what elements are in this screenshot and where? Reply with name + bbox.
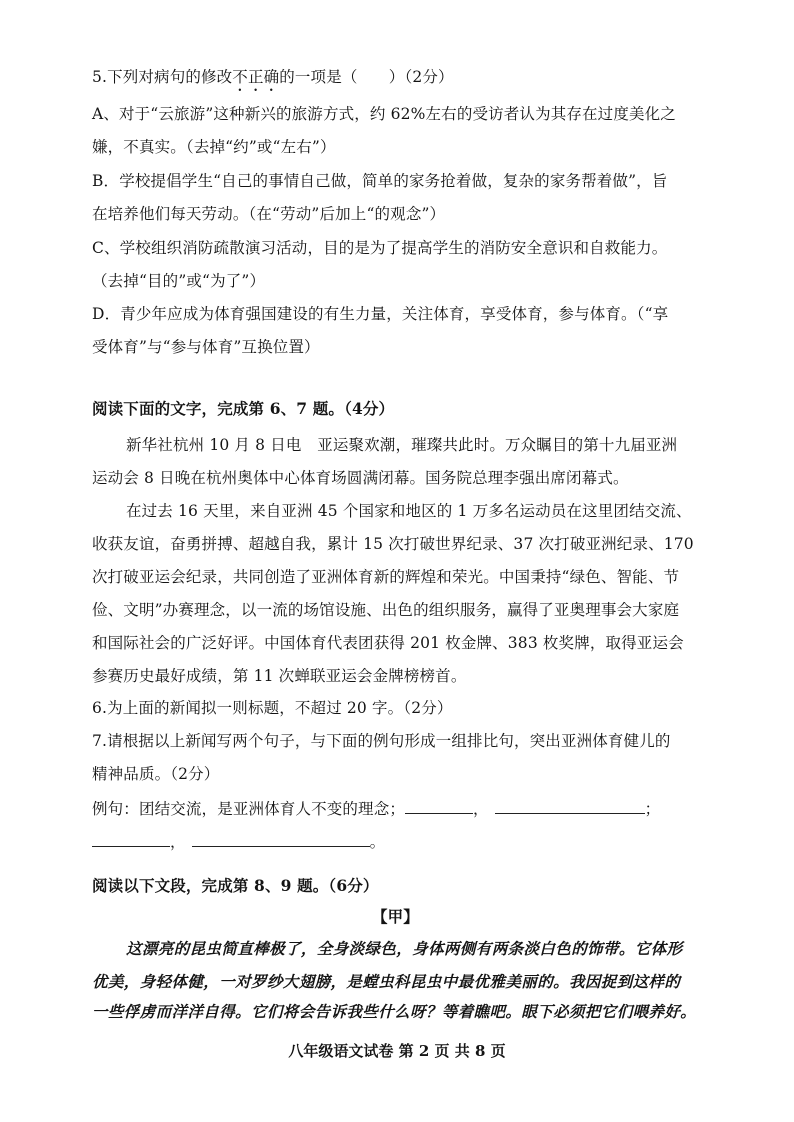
q7-period: 。 — [369, 833, 386, 851]
reading1-p2-line5: 和国际社会的广泛好评。中国体育代表团获得 201 枚金牌、383 枚奖牌，取得亚运会 — [92, 634, 684, 652]
q5-option-b-line1: B．学校提倡学生“自己的事情自己做，简单的家务抢着做，复杂的家务帮着做”，旨 — [92, 172, 668, 190]
q7-example-line — [92, 797, 660, 820]
q7-stem-line2: 精神品质。（2分） — [92, 765, 220, 783]
q5-stem-emphasis: 不正确 — [232, 68, 280, 86]
reading1-p1-line1: 新华社杭州 10 月 8 日电 亚运聚欢潮，璀璨共此时。万众瞩目的第十九届亚洲 — [126, 436, 678, 454]
q5-stem-post: 的一项是（ ）（2分） — [279, 68, 454, 86]
q5-option-d-line2: 受体育”与“参与体育”互换位置） — [92, 338, 320, 356]
reading1-p2-line1: 在过去 16 天里，来自亚洲 45 个国家和地区的 1 万多名运动员在这里团结交流、 — [126, 502, 692, 520]
answer-blank-2[interactable] — [495, 797, 645, 814]
q7-answer-line-2 — [92, 830, 385, 853]
reading2-header: 阅读以下文段，完成第 8、9 题。（6分） — [92, 876, 379, 895]
q7-comma-2: ， — [170, 833, 186, 851]
reading2-line2: 优美，身轻体健，一对罗纱大翅膀，是螳虫科昆虫中最优雅美丽的。我因捉到这样的 — [92, 972, 681, 991]
reading2-line3: 一些俘虏而洋洋自得。它们将会告诉我些什么呀？等着瞧吧。眼下必须把它们喂养好。 — [92, 1002, 697, 1021]
reading1-p1-line2: 运动会 8 日晚在杭州奥体中心体育场圆满闭幕。国务院总理李强出席闭幕式。 — [92, 469, 629, 487]
q7-comma-1: ， — [473, 800, 489, 818]
q6-stem: 6.为上面的新闻拟一则标题，不超过 20 字。（2分） — [92, 699, 453, 717]
reading1-header: 阅读下面的文字，完成第 6、7 题。（4分） — [92, 399, 395, 418]
reading1-p2-line3: 次打破亚运会纪录，共同创造了亚洲体育新的辉煌和荣光。中国秉持“绿色、智能、节 — [92, 568, 680, 586]
q5-option-a-line1: A、对于“云旅游”这种新兴的旅游方式，约 62%左右的受访者认为其存在过度美化之 — [92, 105, 676, 123]
q5-option-c-line1: C、学校组织消防疏散演习活动，目的是为了提高学生的消防安全意识和自救能力。 — [92, 239, 668, 257]
q5-option-b-line2: 在培养他们每天劳动。（在“劳动”后加上“的观念”） — [92, 205, 446, 223]
reading1-p2-line4: 俭、文明”办赛理念，以一流的场馆设施、出色的组织服务，赢得了亚奥理事会大家庭 — [92, 601, 680, 619]
answer-blank-4[interactable] — [192, 830, 370, 847]
q5-stem — [92, 66, 454, 95]
q5-stem-pre: 5.下列对病句的修改 — [92, 68, 233, 86]
q7-stem-line1: 7.请根据以上新闻写两个句子，与下面的例句形成一组排比句，突出亚洲体育健儿的 — [92, 732, 671, 750]
answer-blank-1[interactable] — [405, 797, 473, 814]
q5-option-c-line2: （去掉“目的”或“为了”） — [92, 272, 266, 290]
q7-semicolon: ； — [644, 800, 661, 818]
answer-blank-3[interactable] — [92, 830, 170, 847]
q7-example: 例句：团结交流，是亚洲体育人不变的理念； — [92, 800, 406, 818]
reading1-p2-line2: 收获友谊，奋勇拼搏、超越自我，累计 15 次打破世界纪录、37 次打破亚洲纪录、170 — [92, 535, 694, 553]
q5-option-a-line2: 嫌，不真实。（去掉“约”或“左右”） — [92, 138, 336, 156]
q5-option-d-line1: D．青少年应成为体育强国建设的有生力量，关注体育，享受体育，参与体育。（“享 — [92, 305, 669, 323]
page-footer: 八年级语文试卷 第 2 页 共 8 页 — [288, 1042, 506, 1060]
passage-jia-label: 【甲】 — [372, 908, 419, 926]
reading2-line1: 这漂亮的昆虫简直棒极了，全身淡绿色，身体两侧有两条淡白色的饰带。它体形 — [126, 939, 683, 958]
reading1-p2-line6: 参赛历史最好成绩，第 11 次蝉联亚运会金牌榜榜首。 — [92, 667, 467, 685]
